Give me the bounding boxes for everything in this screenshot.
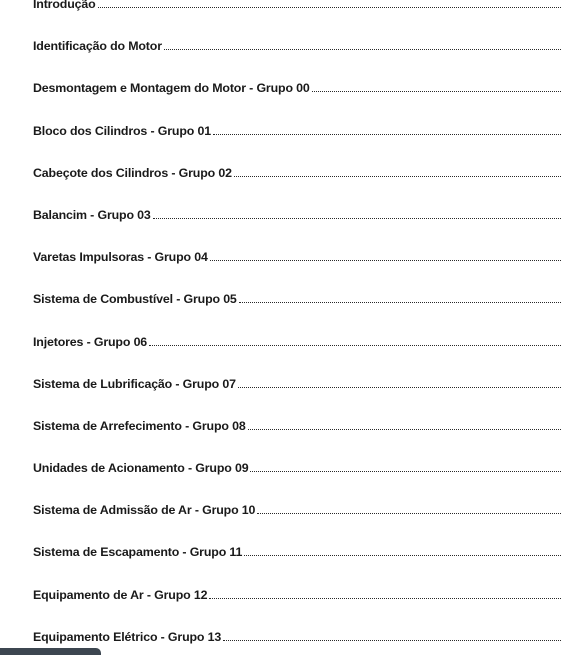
toc-entry[interactable] (33, 377, 561, 419)
toc-entry[interactable] (33, 630, 561, 655)
dot-leader (164, 40, 561, 50)
toc-entry[interactable] (33, 588, 561, 630)
dot-leader (210, 251, 561, 261)
toc-entry[interactable] (33, 39, 561, 81)
toc-entry[interactable] (33, 545, 561, 587)
toc-entry-label: Sistema de Admissão de Ar - Grupo 10 (33, 503, 256, 518)
toc-entry[interactable] (33, 166, 561, 208)
dot-leader (98, 0, 561, 8)
toc-entry[interactable] (33, 208, 561, 250)
toc-entry-label: Sistema de Arrefecimento - Grupo 08 (33, 418, 246, 433)
toc-entry-label: Sistema de Lubrificação - Grupo 07 (33, 376, 236, 391)
toc-entry-label: Sistema de Escapamento - Grupo 11 (33, 545, 243, 560)
toc-entry[interactable] (33, 250, 561, 292)
toc-entry-label: Bloco dos Cilindros - Grupo 01 (33, 123, 211, 138)
dot-leader (213, 125, 561, 135)
toc-entry-label: Equipamento de Ar - Grupo 12 (33, 587, 208, 602)
dot-leader (153, 209, 561, 219)
toc-entry-label: Injetores - Grupo 06 (33, 334, 148, 349)
dot-leader (248, 420, 561, 430)
dot-leader (209, 589, 561, 599)
toc-entry[interactable] (33, 461, 561, 503)
toc-entry-label: Introdução (33, 0, 96, 11)
toc-entry[interactable] (33, 124, 561, 166)
toc-entry[interactable] (33, 503, 561, 545)
toc-entry[interactable] (33, 81, 561, 123)
dot-leader (149, 336, 561, 346)
dot-leader (244, 546, 561, 556)
dot-leader (250, 462, 561, 472)
toc-entry[interactable] (33, 292, 561, 334)
toc-entry-label: Sistema de Combustível - Grupo 05 (33, 292, 237, 307)
toc-entry[interactable] (33, 419, 561, 461)
dot-leader (257, 504, 561, 514)
dot-leader (234, 167, 561, 177)
toc-entry-label: Equipamento Elétrico - Grupo 13 (33, 629, 222, 644)
toc-entry-label: Balancim - Grupo 03 (33, 207, 151, 222)
dot-leader (239, 293, 561, 303)
toc-entry-label: Varetas Impulsoras - Grupo 04 (33, 250, 208, 265)
toc-entry-label: Desmontagem e Montagem do Motor - Grupo 00 (33, 81, 310, 96)
toc-entry[interactable] (33, 335, 561, 377)
toc-entry-label: Unidades de Acionamento - Grupo 09 (33, 461, 249, 476)
toc-entry[interactable] (33, 0, 561, 39)
toc-entry-label: Identificação do Motor (33, 39, 162, 54)
dot-leader (312, 82, 561, 92)
toc-entry-label: Cabeçote dos Cilindros - Grupo 02 (33, 165, 232, 180)
table-of-contents (33, 0, 561, 655)
dot-leader (223, 631, 561, 641)
bottom-scroll-bar[interactable] (0, 648, 101, 655)
dot-leader (238, 378, 561, 388)
